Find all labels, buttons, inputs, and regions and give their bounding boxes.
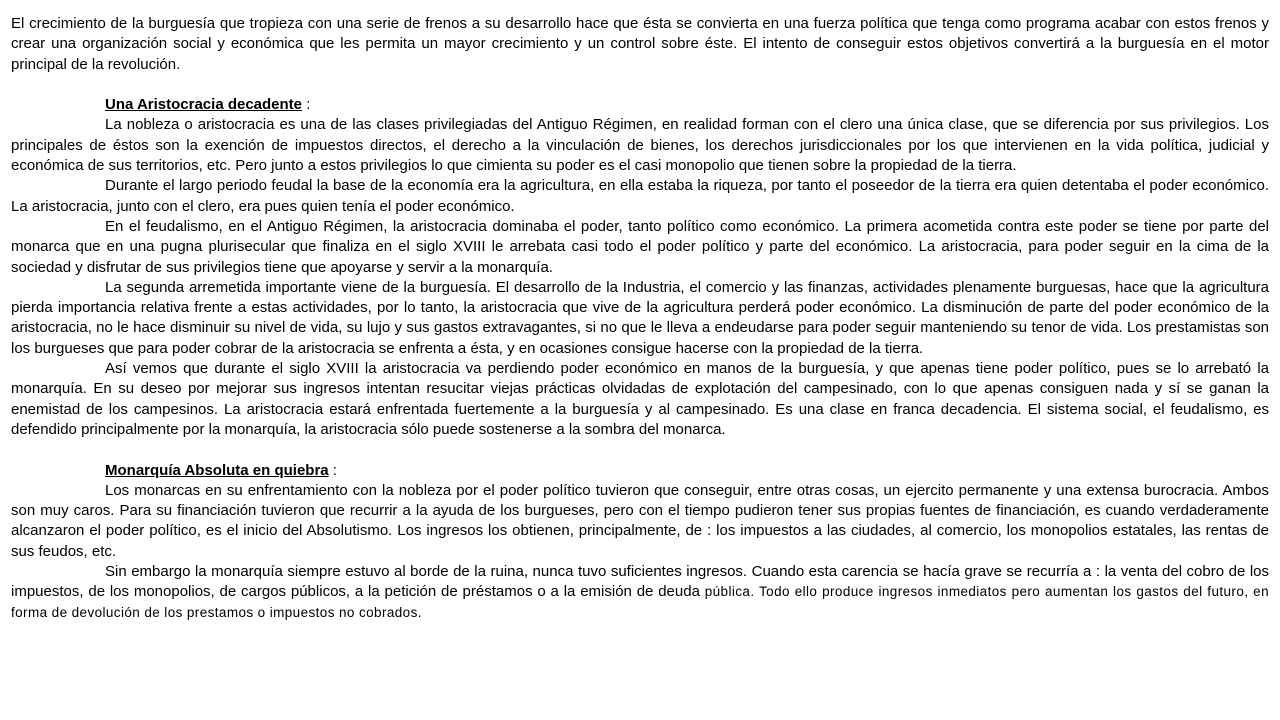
blank-line [11, 75, 1269, 95]
blank-line [11, 440, 1269, 460]
document-text [11, 14, 1269, 623]
heading-text: Una Aristocracia decadente [105, 96, 303, 114]
paragraph: Así vemos que durante el siglo XVIII la aristocracia va perdiendo poder económico en manos de la burguesía, y que apenas tiene poder político, pues se lo arrebató la monarquía. En su deseo por mejorar sus ingresos intentan resucitar viejas prácticas olvidadas de explotación del campesinado, con lo que apenas consiguen nada y sí se ganan la enemistad de los campesinos. La aristocracia estará enfrentada fuertemente a la burguesía y al campesinado. Es una clase en franca decadencia. El sistema social, el feudalismo, es defendido principalmente por la monarquía, la aristocracia sólo puede sostenerse a la sombra del monarca. [11, 360, 1269, 438]
heading-text: Monarquía Absoluta en quiebra [105, 461, 329, 479]
paragraph-last-tail: pública. Todo ello produce ingresos inmediatos pero aumentan los gastos del futuro, en forma de devolución de los prestamos o impuestos no cobrados. [11, 584, 1269, 620]
heading-suffix: : [302, 96, 311, 114]
paragraph: Durante el largo periodo feudal la base de la economía era la agricultura, en ella estaba la riqueza, por tanto el poseedor de la tierra era quien detentaba el poder económico. La aristocracia, junto con el clero, era pues quien tenía el poder económico. [11, 177, 1269, 215]
heading-suffix: : [328, 461, 337, 479]
paragraph: En el feudalismo, en el Antiguo Régimen, la aristocracia dominaba el poder, tanto político como económico. La primera acometida contra este poder se tiene por parte del monarca que en una pugna plurisecular que finaliza en el siglo XVIII le arrebata casi todo el poder político y parte del económico. La aristocracia, para poder seguir en la cima de la sociedad y disfrutar de sus privilegios tiene que apoyarse y servir a la monarquía. [11, 217, 1269, 276]
intro-paragraph: El crecimiento de la burguesía que tropieza con una serie de frenos a su desarrollo hace que ésta se convierta en una fuerza política que tenga como programa acabar con estos frenos y crear una organización social y económica que les permita un mayor crecimiento y un control sobre éste. El intento de conseguir estos objetivos convertirá a la burguesía en el motor principal de la revolución. [11, 15, 1269, 73]
section-heading-monarquia [11, 461, 1269, 481]
paragraph: Los monarcas en su enfrentamiento con la nobleza por el poder político tuvieron que conseguir, entre otras cosas, un ejercito permanente y una extensa burocracia. Ambos son muy caros. Para su financiación tuvieron que recurrir a la ayuda de los burgueses, pero con el tiempo pudieron tener sus propias fuentes de financiación, es cuando verdaderamente alcanzaron el poder político, es el inicio del Absolutismo. Los ingresos los obtienen, principalmente, de : los impuestos a las ciudades, al comercio, los monopolios estatales, las rentas de sus feudos, etc. [11, 481, 1269, 560]
section-heading-aristocracia [11, 95, 1269, 115]
paragraph: La nobleza o aristocracia es una de las clases privilegiadas del Antiguo Régimen, en realidad forman con el clero una única clase, que se diferencia por sus privilegios. Los principales de éstos son la exención de impuestos directos, el derecho a la vinculación de bienes, los derechos jurisdiccionales por los que intervienen en la vida política, judicial y económica de sus territorios, etc. Pero junto a estos privilegios lo que cimienta su poder es el casi monopolio que tienen sobre la propiedad de la tierra. [11, 116, 1269, 175]
paragraph-last [11, 562, 1269, 623]
paragraph: La segunda arremetida importante viene de la burguesía. El desarrollo de la Industria, el comercio y las finanzas, actividades plenamente burguesas, hace que la agricultura pierda importancia relativa frente a estas actividades, por lo tanto, la aristocracia que vive de la agricultura perderá poder económico. La disminución de parte del poder económico de la aristocracia, no le hace disminuir su nivel de vida, su lujo y sus gastos extravagantes, si no que le lleva a endeudarse para poder seguir manteniendo su tenor de vida. Los prestamistas son los burgueses que para poder cobrar de la aristocracia se enfrenta a ésta, y en ocasiones consigue hacerse con la propiedad de la tierra. [11, 278, 1269, 357]
paragraph-last-main: Sin embargo la monarquía siempre estuvo al borde de la ruina, nunca tuvo suficientes ingresos. Cuando esta carencia se hacía grave se recurría a : la venta del cobro de los impuestos, de los monopolios, de cargos públicos, a la petición de préstamos o a la emisión de deuda [11, 563, 1269, 601]
